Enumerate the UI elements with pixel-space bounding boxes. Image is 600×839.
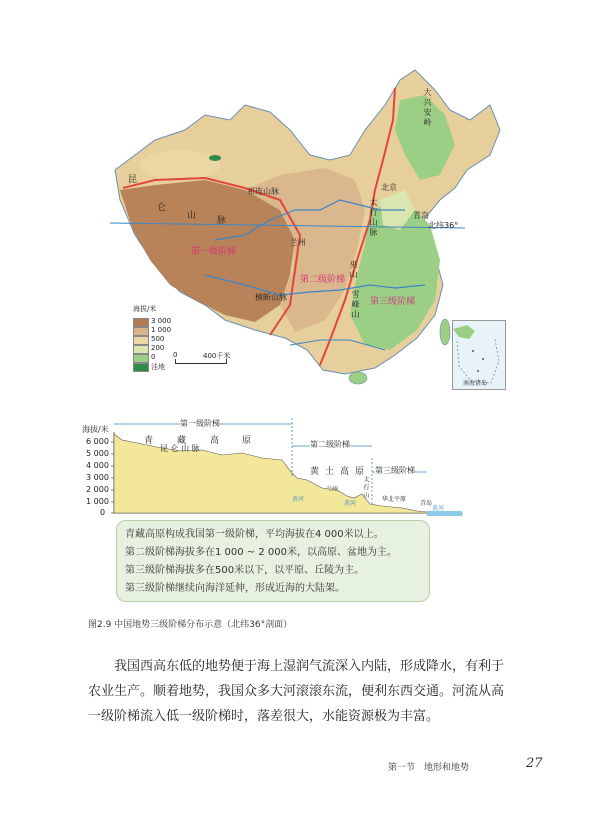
ytick-label: 1 000 <box>86 497 109 506</box>
legend-row <box>133 327 193 335</box>
terrain-profile <box>82 418 522 522</box>
note-line: 第三级阶梯继续向海洋延伸，形成近海的大陆架。 <box>125 583 345 594</box>
legend-swatch <box>133 345 149 354</box>
qinghai-lake <box>209 155 221 161</box>
legend-swatch <box>133 336 149 345</box>
legend-level: 洼地 <box>151 363 165 371</box>
page-number: 27 <box>526 756 543 771</box>
ytick-label: 2 000 <box>86 485 109 494</box>
note-line: 第三级阶梯海拔多在500米以下，以平原、丘陵为主。 <box>125 565 365 576</box>
legend-swatch <box>133 318 149 327</box>
profile-step1-label: 第一级阶梯 <box>180 419 220 428</box>
step-label-third: 第三级阶梯 <box>370 297 416 307</box>
profile-taihang: 太行山 <box>362 476 369 500</box>
profile-ylabel: 海拔/米 <box>82 425 109 434</box>
ytick-label: 4 000 <box>86 461 109 470</box>
profile-huabei: 华北平原 <box>382 496 407 503</box>
label-kunlun-1: 昆 <box>128 175 138 185</box>
ytick-label: 0 <box>100 508 106 517</box>
plateau-char: 藏 <box>177 436 187 446</box>
profile-huanghe: 黄河 <box>344 500 357 507</box>
label-hengduan: 横断山脉 <box>255 293 287 302</box>
legend-swatch <box>133 363 149 372</box>
step-label-second: 第二级阶梯 <box>300 275 346 285</box>
legend-level: 500 <box>151 335 165 343</box>
label-kunlun-2: 仑 <box>157 203 167 213</box>
legend-level: 3 000 <box>151 317 172 325</box>
scale-zero: 0 <box>173 351 178 359</box>
profile-step2-label: 第二级阶梯 <box>310 440 350 449</box>
label-daxinganling: 大兴安岭 <box>423 88 432 128</box>
inset-island <box>477 370 479 372</box>
inset-island <box>482 358 484 360</box>
plateau-char: 青 <box>144 436 154 446</box>
inset-border <box>457 339 499 383</box>
legend-row <box>133 345 193 353</box>
south-sea-inset <box>452 320 506 390</box>
legend-swatch <box>133 354 149 363</box>
ytick-label: 3 000 <box>86 473 109 482</box>
label-wushan: 巫山 <box>349 260 358 280</box>
inset-island <box>472 350 474 352</box>
tarim-basin <box>140 150 220 180</box>
explanation-box <box>116 520 430 602</box>
profile-kunlun: 昆 仑 山 脉 <box>160 444 200 453</box>
label-xuefeng: 雪峰山 <box>351 290 360 320</box>
loess-char: 原 <box>355 467 365 477</box>
legend-level: 1 000 <box>151 326 172 334</box>
profile-step3-label: 第三级阶梯 <box>375 466 415 475</box>
label-beijing: 北京 <box>381 183 397 192</box>
label-lanzhou: 兰州 <box>290 238 306 247</box>
inset-coast <box>453 325 475 339</box>
loess-char: 土 <box>325 467 335 477</box>
note-line: 青藏高原构成我国第一级阶梯，平均海拔在4 000米以上。 <box>125 529 384 540</box>
legend-title: 海拔/米 <box>133 305 157 313</box>
running-footer: 第一节 地形和地势 <box>388 763 470 773</box>
ytick-label: 6 000 <box>86 437 109 446</box>
profile-huanghe: 黄河 <box>292 496 305 503</box>
body-text <box>88 654 508 729</box>
label-taihang: 太行山脉 <box>369 198 378 238</box>
step-label-first: 第一级阶梯 <box>191 247 237 257</box>
profile-qingdao: 青岛 <box>420 500 433 507</box>
label-qingdao: 青岛 <box>413 211 429 220</box>
plateau-char: 原 <box>242 436 252 446</box>
scale-label: 400千米 <box>203 352 231 360</box>
profile-lanzhou: 兰州 <box>326 486 339 493</box>
inset-label: 南海诸岛 <box>463 380 488 387</box>
plateau-char: 高 <box>210 436 220 446</box>
taiwan-island <box>440 319 450 345</box>
hainan-island <box>349 372 367 384</box>
legend-level: 0 <box>151 353 156 361</box>
legend-row <box>133 363 193 371</box>
label-qilian: 祁连山脉 <box>247 187 279 196</box>
legend-level: 200 <box>151 344 165 352</box>
legend-swatch <box>133 327 149 336</box>
label-kunlun-4: 脉 <box>217 216 227 226</box>
loess-char: 黄 <box>310 467 320 477</box>
figure-caption: 图2.9 中国地势三级阶梯分布示意（北纬36°剖面） <box>88 620 293 630</box>
note-line: 第二级阶梯海拔多在1 000 ~ 2 000米，以高原、盆地为主。 <box>125 547 397 558</box>
profile-huanghe: 黄河 <box>432 505 445 512</box>
label-kunlun-3: 山 <box>187 211 197 221</box>
map-legend <box>133 304 253 384</box>
loess-char: 高 <box>340 467 350 477</box>
ytick-label: 5 000 <box>86 449 109 458</box>
legend-row <box>133 336 193 344</box>
profile-ticks <box>111 442 114 513</box>
legend-row <box>133 318 193 326</box>
body-paragraph: 我国西高东低的地势便于海上湿润气流深入内陆，形成降水，有利于农业生产。顺着地势，我国众多大河滚滚东流，便利东西交通。河流从高一级阶梯流入低一级阶梯时，落差很大，水能资源极为丰富。 <box>88 659 505 724</box>
label-north36: 北纬36° <box>428 221 459 230</box>
